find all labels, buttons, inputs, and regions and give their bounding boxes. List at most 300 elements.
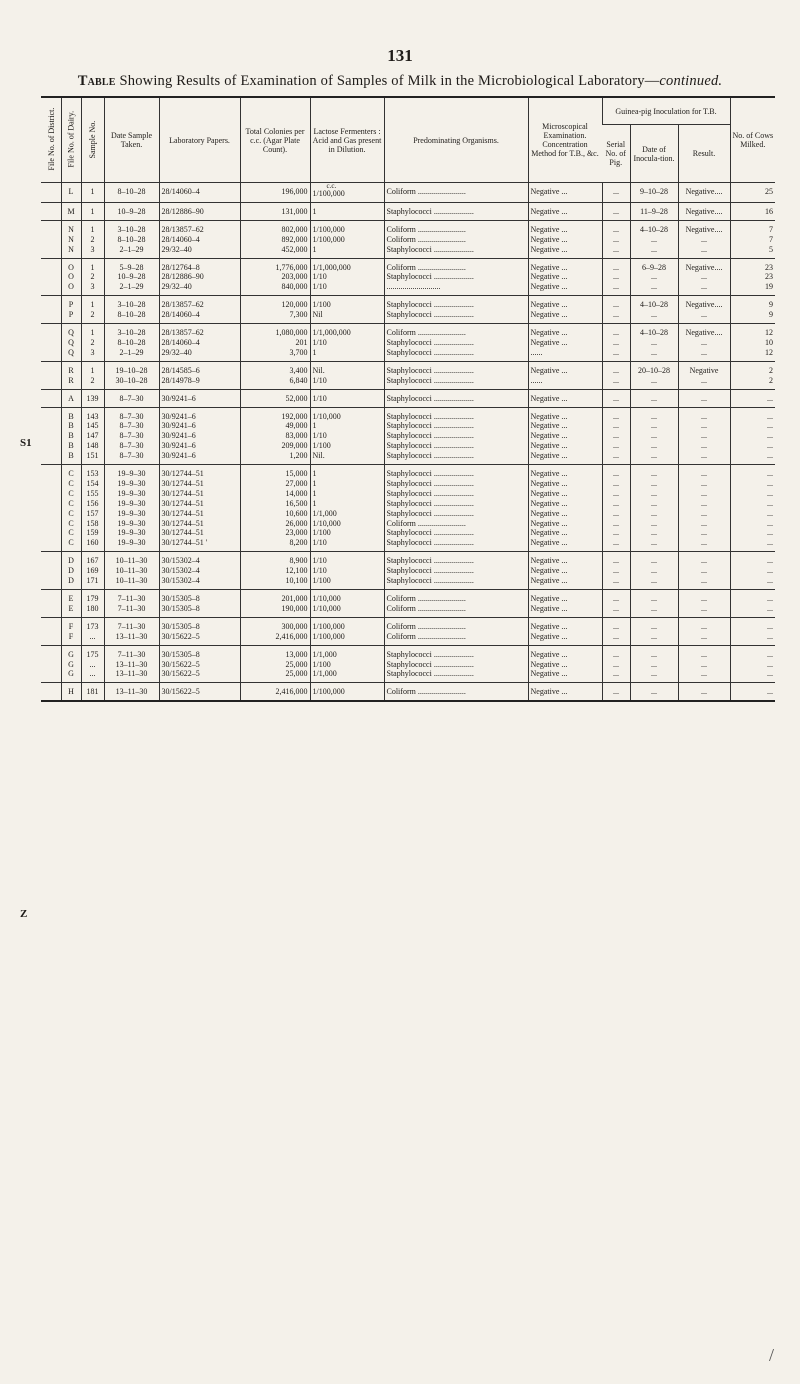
cell-serial	[602, 617, 630, 631]
cell-org	[384, 528, 528, 538]
cell-colonies-text: 452,000	[281, 244, 308, 254]
cell-micro	[528, 528, 602, 538]
cell-lactose	[310, 183, 384, 203]
cell-micro	[528, 489, 602, 499]
cell-cows	[730, 376, 775, 389]
cell-lactose-text: Nil.	[312, 365, 325, 375]
cell-colonies	[240, 660, 310, 670]
cell-colonies-text: 6,840	[289, 375, 308, 385]
cell-date	[104, 660, 159, 670]
cell-colonies-text: 802,000	[281, 224, 308, 234]
cell-date-text: 3–10–28	[117, 300, 146, 310]
cell-inoc-text: ...	[651, 375, 657, 385]
table-row	[41, 465, 775, 479]
cell-colonies-text: 25,000	[285, 669, 308, 679]
cell-dairy-text: F	[68, 621, 74, 631]
cell-inoc-text: ...	[651, 566, 657, 576]
cell-inoc-text: ...	[651, 603, 657, 613]
cell-lactose-text: 1/100,000	[312, 234, 345, 244]
cell-lactose	[310, 220, 384, 234]
cell-colonies-text: 131,000	[281, 206, 308, 216]
cell-lactose-text: 1	[312, 498, 317, 508]
cell-sample-text: 1	[90, 224, 95, 234]
cell-serial	[602, 669, 630, 682]
cell-cows-text: ...	[767, 566, 774, 576]
cell-dairy	[61, 576, 81, 589]
cell-org-text: Staphylococci ....................	[386, 441, 474, 451]
cell-serial-text: ...	[613, 421, 619, 431]
cell-micro	[528, 499, 602, 509]
header-lactose: Lactose Fermenters : Acid and Gas present in Dilution.	[310, 97, 384, 183]
cell-org	[384, 421, 528, 431]
cell-lab-text: 30/15305–8	[161, 603, 200, 613]
cell-dairy-text: G	[68, 649, 74, 659]
cell-inoc	[630, 389, 678, 407]
cell-lab-text: 30/9241–6	[161, 393, 196, 403]
cell-colonies-text: 203,000	[281, 272, 308, 282]
cell-sample-text: 2	[90, 272, 95, 282]
cell-lactose	[310, 660, 384, 670]
cell-result-text: ...	[701, 528, 708, 538]
cell-colonies-text: 190,000	[281, 603, 308, 613]
cell-colonies	[240, 324, 310, 338]
cell-district	[41, 431, 61, 441]
cell-lab	[159, 183, 240, 203]
cell-cows	[730, 683, 775, 701]
cell-sample	[81, 421, 104, 431]
cell-date	[104, 590, 159, 604]
cell-serial-text: ...	[613, 594, 619, 603]
cell-inoc-text: ...	[651, 272, 657, 282]
cell-result-text: ...	[701, 451, 708, 461]
cell-result	[678, 617, 730, 631]
page-number: 131	[387, 46, 413, 65]
cell-lactose-text: 1/100,000	[312, 189, 345, 198]
cell-serial-text: ...	[613, 488, 619, 498]
cell-colonies-text: 83,000	[285, 431, 308, 441]
cell-colonies-text: 52,000	[285, 393, 308, 403]
cell-lab	[159, 407, 240, 421]
cell-lactose-text: 1	[312, 244, 317, 254]
cell-micro-text: Negative ...	[530, 649, 568, 659]
cell-colonies	[240, 519, 310, 529]
cell-micro	[528, 220, 602, 234]
cell-result	[678, 528, 730, 538]
cell-serial-text: ...	[613, 347, 619, 357]
cell-cows-text: ...	[767, 488, 774, 498]
cell-district	[41, 389, 61, 407]
cell-cows	[730, 407, 775, 421]
cell-colonies-text: 13,000	[285, 649, 308, 659]
cell-serial-text: ...	[613, 518, 619, 528]
cell-sample	[81, 361, 104, 375]
cell-inoc	[630, 338, 678, 348]
cell-result-text: ...	[701, 508, 708, 518]
cell-dairy-text: D	[68, 556, 74, 566]
cell-district	[41, 245, 61, 258]
cell-serial	[602, 361, 630, 375]
table-row	[41, 509, 775, 519]
cell-dairy	[61, 183, 81, 203]
cell-lactose-text: 1/1,000,000	[312, 262, 351, 272]
cell-lab	[159, 632, 240, 645]
cell-micro	[528, 576, 602, 589]
cell-result	[678, 590, 730, 604]
cell-org	[384, 645, 528, 659]
cell-lactose-text: 1/10,000	[312, 518, 341, 528]
cell-colonies	[240, 509, 310, 519]
cell-dairy	[61, 361, 81, 375]
cell-result	[678, 310, 730, 323]
cell-micro-text: Negative ...	[530, 187, 568, 196]
table-row	[41, 361, 775, 375]
cell-colonies-text: 12,100	[285, 566, 308, 576]
cell-colonies	[240, 451, 310, 464]
cell-org-text: Staphylococci ....................	[386, 576, 474, 586]
cell-inoc	[630, 499, 678, 509]
cell-lactose-text: 1/100,000	[312, 631, 345, 641]
cell-org	[384, 538, 528, 551]
cell-date-text: 7–11–30	[117, 621, 146, 631]
cell-cows-text: 23	[765, 272, 774, 282]
cell-district	[41, 348, 61, 361]
cell-result	[678, 282, 730, 295]
cell-date	[104, 183, 159, 203]
cell-colonies	[240, 669, 310, 682]
cell-cows	[730, 202, 775, 220]
cell-cows-text: ...	[767, 556, 774, 566]
cell-micro-text: Negative ...	[530, 282, 568, 292]
cell-dairy	[61, 645, 81, 659]
cell-serial	[602, 441, 630, 451]
cell-org-text: Staphylococci ....................	[386, 206, 474, 216]
cell-lab	[159, 361, 240, 375]
cell-inoc-text: 6–9–28	[642, 262, 666, 272]
cell-colonies-text: 10,600	[285, 508, 308, 518]
cell-colonies-text: 1,080,000	[275, 328, 308, 338]
cell-dairy	[61, 338, 81, 348]
cell-dairy	[61, 509, 81, 519]
cell-sample	[81, 441, 104, 451]
cell-inoc-text: 11–9–28	[640, 206, 668, 216]
cell-lab	[159, 348, 240, 361]
cell-lactose	[310, 338, 384, 348]
cell-colonies	[240, 683, 310, 701]
cell-sample-text: 167	[86, 556, 99, 566]
cell-colonies	[240, 431, 310, 441]
cell-lactose-text: 1/100	[312, 441, 331, 451]
cell-dairy	[61, 528, 81, 538]
cell-micro-text: Negative ...	[530, 328, 568, 338]
cell-serial	[602, 645, 630, 659]
cell-date-text: 19–9–30	[117, 498, 146, 508]
cell-colonies-text: 27,000	[285, 478, 308, 488]
table-row	[41, 407, 775, 421]
cell-lactose-text: 1/100,000	[312, 621, 345, 631]
cell-dairy-text: Q	[68, 328, 74, 338]
cell-lab-text: 29/32–40	[161, 244, 192, 254]
cell-dairy-text: B	[68, 421, 74, 431]
cell-dairy	[61, 465, 81, 479]
header-serial: Serial No. of Pig.	[602, 125, 630, 183]
cell-org-text: Coliform ........................	[386, 687, 466, 697]
cell-sample	[81, 538, 104, 551]
cell-colonies	[240, 632, 310, 645]
cell-org-text: Staphylococci ....................	[386, 538, 474, 548]
cell-lab-text: 30/15622–5	[161, 631, 200, 641]
cell-serial	[602, 245, 630, 258]
table-row	[41, 566, 775, 576]
margin-mark: /	[768, 1345, 774, 1365]
cell-lab-text: 30/12744–51	[161, 488, 204, 498]
cell-dairy	[61, 258, 81, 272]
cell-org	[384, 431, 528, 441]
cell-sample	[81, 465, 104, 479]
cell-district	[41, 479, 61, 489]
cell-dairy-text: D	[68, 566, 74, 576]
cell-micro-text: Negative ...	[530, 411, 568, 421]
cell-date-text: 19–9–30	[117, 518, 146, 528]
cell-serial	[602, 489, 630, 499]
cell-district	[41, 604, 61, 617]
cell-result-text: Negative....	[685, 206, 723, 216]
table-row	[41, 669, 775, 682]
cell-cows-text: 2	[769, 375, 774, 385]
cell-org	[384, 272, 528, 282]
cell-result	[678, 683, 730, 701]
cell-cows-text: 9	[769, 300, 774, 310]
cell-lactose	[310, 683, 384, 701]
cell-micro	[528, 683, 602, 701]
cell-colonies	[240, 389, 310, 407]
cell-colonies	[240, 407, 310, 421]
cell-lactose	[310, 245, 384, 258]
cell-colonies-text: 1,200	[289, 451, 308, 461]
header-organisms: Predominating Organisms.	[384, 97, 528, 183]
table-row	[41, 324, 775, 338]
cell-inoc-text: ...	[651, 621, 657, 631]
cell-inoc	[630, 272, 678, 282]
table-row	[41, 552, 775, 566]
header-file-dairy: File No. of Dairy.	[61, 97, 81, 183]
cell-district	[41, 669, 61, 682]
cell-cows	[730, 451, 775, 464]
cell-date	[104, 604, 159, 617]
cell-colonies-text: 3,400	[289, 365, 308, 375]
cell-org-text: Staphylococci ....................	[386, 556, 474, 566]
cell-colonies-text: 3,700	[289, 347, 308, 357]
cell-dairy-text: O	[68, 282, 74, 292]
cell-sample-text: 3	[90, 244, 95, 254]
title-continued: continued.	[659, 73, 723, 89]
cell-result-text: ...	[701, 234, 708, 244]
cell-inoc-text: ...	[651, 441, 657, 451]
cell-colonies-text: 8,900	[289, 556, 308, 566]
cell-serial-text: ...	[613, 224, 619, 234]
cell-org	[384, 376, 528, 389]
cell-org	[384, 202, 528, 220]
cell-org	[384, 566, 528, 576]
cell-colonies	[240, 499, 310, 509]
cell-date-text: 10–9–28	[117, 272, 146, 282]
cell-micro-text: Negative ...	[530, 687, 568, 697]
cell-inoc	[630, 258, 678, 272]
cell-inoc-text: ...	[651, 478, 657, 488]
cell-micro-text: Negative ...	[530, 659, 568, 669]
cell-sample-text: 1	[90, 300, 95, 310]
cell-colonies	[240, 465, 310, 479]
cell-date	[104, 499, 159, 509]
cell-result	[678, 235, 730, 245]
cell-org-text: Staphylococci ....................	[386, 659, 474, 669]
table-row	[41, 479, 775, 489]
cell-inoc	[630, 245, 678, 258]
cell-cows-text: ...	[767, 621, 774, 631]
cell-colonies	[240, 441, 310, 451]
cell-district	[41, 590, 61, 604]
cell-dairy-text: R	[68, 365, 74, 375]
cell-lab-text: 30/9241–6	[161, 451, 196, 461]
cell-inoc-text: ...	[651, 669, 657, 679]
cell-org	[384, 220, 528, 234]
cell-inoc	[630, 552, 678, 566]
cell-result-text: ...	[701, 421, 708, 431]
cell-colonies	[240, 183, 310, 203]
cell-date-text: 19–9–30	[117, 538, 146, 548]
cell-inoc	[630, 348, 678, 361]
cell-sample	[81, 431, 104, 441]
cell-cows	[730, 552, 775, 566]
cell-result	[678, 361, 730, 375]
cell-dairy-text: G	[68, 669, 74, 679]
cell-micro-text: Negative ...	[530, 300, 568, 310]
cell-colonies-text: 15,000	[285, 469, 308, 479]
cell-org	[384, 552, 528, 566]
cell-serial	[602, 202, 630, 220]
cell-lactose-text: 1	[312, 347, 317, 357]
cell-result-text: ...	[701, 310, 708, 320]
cell-result-text: ...	[701, 687, 708, 697]
cell-result	[678, 604, 730, 617]
cell-date	[104, 282, 159, 295]
cell-serial	[602, 451, 630, 464]
cell-result-text: ...	[701, 566, 708, 576]
cell-lactose	[310, 509, 384, 519]
cell-inoc-text: ...	[651, 469, 657, 479]
cell-micro	[528, 617, 602, 631]
cell-date	[104, 235, 159, 245]
cell-colonies	[240, 479, 310, 489]
cell-micro-text: Negative ...	[530, 508, 568, 518]
header-lab-papers: Laboratory Papers.	[159, 97, 240, 183]
cell-org	[384, 590, 528, 604]
cell-date	[104, 348, 159, 361]
cell-inoc-text: 9–10–28	[640, 187, 668, 196]
cell-sample	[81, 389, 104, 407]
cell-inoc-text: ...	[651, 649, 657, 659]
cell-dairy	[61, 296, 81, 310]
cell-cows-text: 2	[769, 365, 774, 375]
cell-inoc-text: ...	[651, 687, 657, 697]
cell-sample	[81, 576, 104, 589]
cell-sample	[81, 407, 104, 421]
cell-sample-text: 145	[86, 421, 99, 431]
cell-result	[678, 407, 730, 421]
cell-serial	[602, 499, 630, 509]
cell-lab-text: 28/14978–9	[161, 375, 200, 385]
cell-lactose	[310, 296, 384, 310]
cell-micro	[528, 310, 602, 323]
cell-sample	[81, 479, 104, 489]
cell-dairy-text: G	[68, 659, 74, 669]
cell-serial	[602, 479, 630, 489]
table-row	[41, 376, 775, 389]
cell-cows-text: ...	[767, 649, 774, 659]
cell-serial-text: ...	[613, 282, 619, 292]
cell-district	[41, 407, 61, 421]
cell-inoc	[630, 576, 678, 589]
cell-lactose-text: 1/10	[312, 556, 327, 566]
cell-inoc-text: ...	[651, 528, 657, 538]
cell-micro	[528, 465, 602, 479]
cell-dairy-text: Q	[68, 347, 74, 357]
cell-lab	[159, 519, 240, 529]
cell-district	[41, 645, 61, 659]
cell-date	[104, 258, 159, 272]
cell-sample-text: ...	[89, 669, 96, 679]
cell-serial-text: ...	[613, 272, 619, 282]
cell-inoc-text: ...	[651, 576, 657, 586]
cell-lactose	[310, 258, 384, 272]
cell-lab-text: 30/12744–51	[161, 478, 204, 488]
cell-sample-text: 157	[86, 508, 99, 518]
cell-dairy	[61, 245, 81, 258]
cell-sample	[81, 296, 104, 310]
cell-org	[384, 683, 528, 701]
cell-lactose	[310, 389, 384, 407]
cell-date-text: 8–7–30	[119, 393, 144, 403]
cell-lactose-text: 1/1,000	[312, 508, 337, 518]
cell-lactose	[310, 604, 384, 617]
cell-district	[41, 296, 61, 310]
cell-cows	[730, 441, 775, 451]
cell-org	[384, 499, 528, 509]
cell-date-text: 19–9–30	[117, 508, 146, 518]
cell-cows-text: ...	[767, 431, 774, 441]
cell-sample	[81, 509, 104, 519]
cell-dairy	[61, 617, 81, 631]
cell-lab	[159, 389, 240, 407]
cell-colonies-text: 840,000	[281, 282, 308, 292]
table-row	[41, 245, 775, 258]
cell-lab	[159, 258, 240, 272]
cell-org-text: Staphylococci ....................	[386, 347, 474, 357]
cell-lab-text: 30/9241–6	[161, 411, 196, 421]
cell-dairy	[61, 421, 81, 431]
cell-dairy-text: B	[68, 441, 74, 451]
cell-dairy	[61, 310, 81, 323]
cell-lactose	[310, 361, 384, 375]
cell-serial-text: ...	[613, 538, 619, 548]
cell-org-text: Staphylococci ....................	[386, 649, 474, 659]
cell-inoc	[630, 376, 678, 389]
cell-lab-text: 30/12744–51	[161, 528, 204, 538]
cell-micro-text: Negative ...	[530, 566, 568, 576]
cell-lactose-text: 1/10	[312, 375, 327, 385]
cell-sample	[81, 632, 104, 645]
cell-org	[384, 519, 528, 529]
cell-org	[384, 348, 528, 361]
